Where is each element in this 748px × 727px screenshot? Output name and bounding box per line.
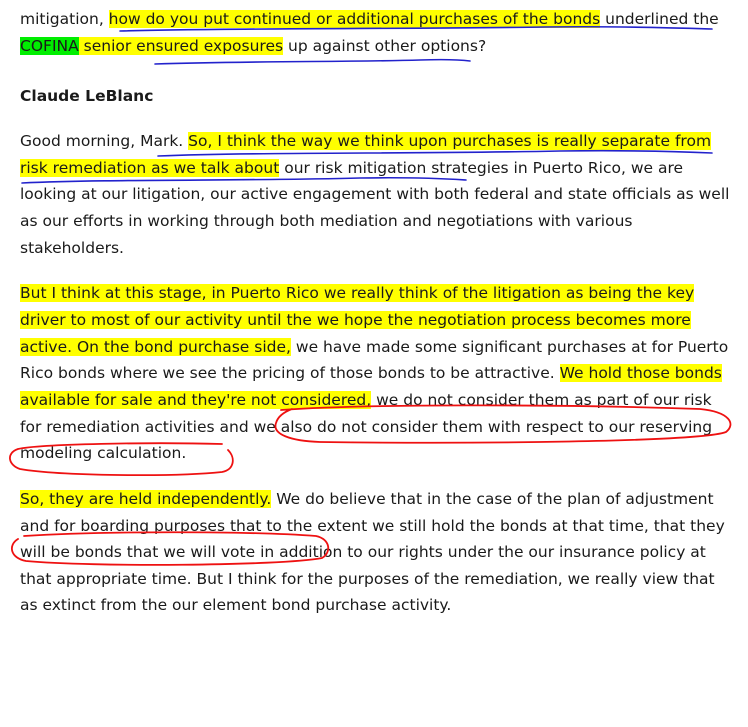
text-run-plain: up against other options?: [283, 36, 487, 55]
paragraph-2: [20, 128, 732, 261]
highlight-yellow-run: So, I think the way we think upon purchases is really separate from risk remediation as we talk about: [20, 131, 712, 177]
highlight-yellow-run: how do you put continued or additional purchases of the bonds: [108, 10, 601, 28]
text-run-plain: we do not consider them as part of our risk for remediation activities and we also do not consider them with respect to our reserving modeling calculation.: [20, 390, 713, 463]
text-run-plain: Good morning, Mark.: [20, 131, 189, 150]
highlight-green-run: COFINA: [20, 36, 79, 55]
paragraph-3: [20, 280, 732, 467]
transcript-body: [20, 6, 732, 638]
highlight-yellow-run: So, they are held independently.: [20, 489, 272, 508]
text-run-plain: underlined the: [605, 10, 719, 28]
text-run-plain: We do believe that in the case of the plan of adjustment and for boarding purposes that to the extent we still hold the bonds at that time, that they will be bonds that we will vote in addition to our rights under the our insurance policy at that appropriate time. But I think for the purposes of the remediation, we really view that as extinct from the our element bond purchase activity.: [20, 489, 725, 615]
highlight-yellow-run: senior ensured exposures: [78, 36, 284, 55]
speaker-name: Claude LeBlanc: [20, 87, 154, 106]
paragraph-4: [20, 486, 732, 619]
text-run-plain: we have made some significant purchases at for Puerto Rico bonds where we see the pricing of those bonds to be attractive.: [20, 337, 729, 383]
highlight-yellow-run: We hold those bonds available for sale and they're not considered,: [20, 364, 722, 409]
text-run-plain: mitigation,: [20, 10, 109, 28]
paragraph-1: [20, 6, 732, 59]
text-run-plain: our risk mitigation strategies in Puerto Rico, we are looking at our litigation, our active engagement with both federal and state officials as well as our efforts in working through both mediation and negotiations with various stakeholders.: [20, 158, 730, 257]
highlight-yellow-run: But I think at this stage, in Puerto Rico we really think of the litigation as being the key driver to most of our activity until the we hope the negotiation process becomes more active. On the bond purchase side,: [20, 284, 695, 356]
